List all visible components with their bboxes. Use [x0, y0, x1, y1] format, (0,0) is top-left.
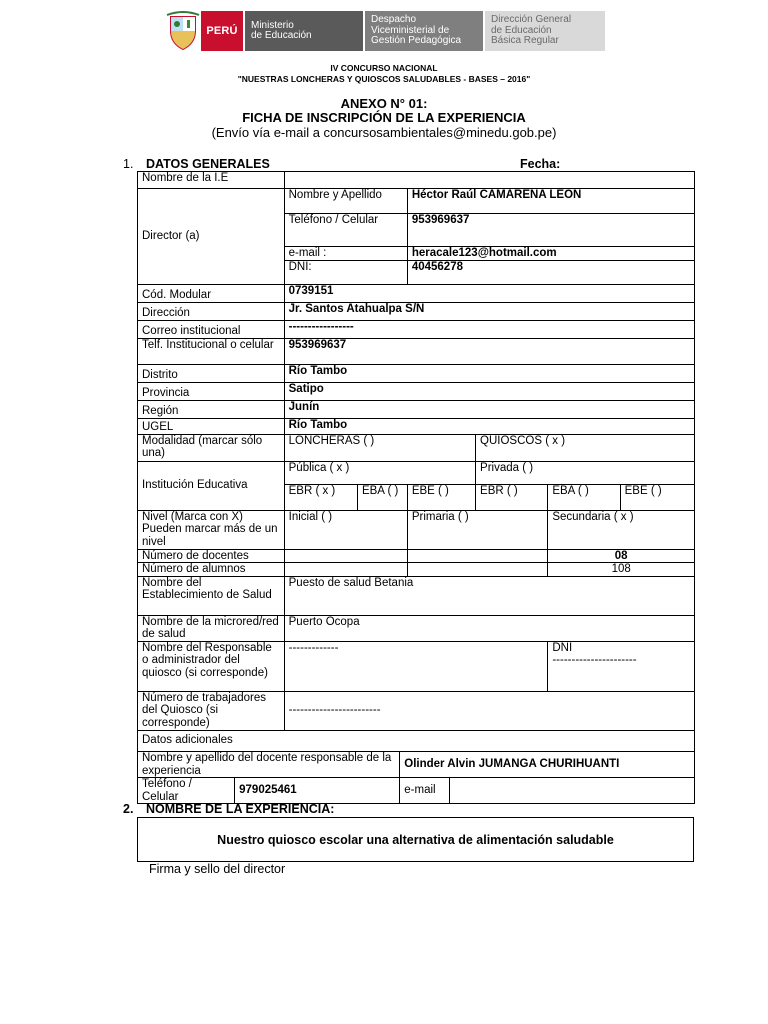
dni-label: DNI:: [284, 260, 407, 284]
telefono-label: Teléfono / Celular: [284, 214, 407, 247]
despacho-line-1: Despacho: [371, 14, 417, 26]
envio-note: (Envío vía e-mail a concursosambientales@minedu.gob.pe): [211, 125, 557, 140]
region-value[interactable]: Junín: [284, 400, 694, 418]
experiencia-name: Nuestro quiosco escolar una alternativa de alimentación saludable: [217, 832, 614, 847]
contest-name: "NUESTRAS LONCHERAS Y QUIOSCOS SALUDABLES - BASES – 2016": [237, 74, 531, 84]
table-row: [138, 778, 695, 804]
ficha-title: FICHA DE INSCRIPCIÓN DE LA EXPERIENCIA: [242, 110, 526, 125]
section-1-title: DATOS GENERALES: [146, 157, 270, 171]
quioscos-option[interactable]: QUIOSCOS ( x ): [476, 434, 695, 461]
table-row: [138, 691, 695, 730]
nombre-ie-value[interactable]: [284, 172, 694, 189]
responsable-dni-value: ----------------------: [552, 654, 637, 666]
table-row: [138, 284, 695, 302]
table-row: [138, 730, 695, 751]
direccion-label: Dirección: [138, 302, 285, 320]
table-row: [138, 752, 695, 778]
trabajadores-value[interactable]: ------------------------: [284, 691, 694, 730]
cod-modular-label: Cód. Modular: [138, 284, 285, 302]
ebe-publica-option[interactable]: EBE ( ): [407, 484, 475, 510]
ministerio-block: [243, 11, 363, 51]
nombre-apellido-label: Nombre y Apellido: [284, 189, 407, 214]
table-row: [138, 549, 695, 563]
despacho-line-2: Viceministerial de: [371, 24, 450, 36]
ministerio-line-1: Ministerio: [251, 19, 294, 31]
responsable-label: Nombre del Responsable o administrador del quiosco (si corresponde): [138, 641, 285, 691]
fecha-label: Fecha:: [520, 157, 561, 171]
inicial-option[interactable]: Inicial ( ): [284, 510, 407, 549]
publica-option[interactable]: Pública ( x ): [284, 461, 475, 484]
docentes-value[interactable]: 08: [548, 549, 695, 563]
direccion-line-3: Básica Regular: [491, 35, 559, 47]
telf-inst-value[interactable]: 953969637: [284, 338, 694, 364]
ebr-privada-option[interactable]: EBR ( ): [476, 484, 548, 510]
region-label: Región: [138, 400, 285, 418]
alumnos-inicial[interactable]: [284, 563, 407, 577]
responsable-value[interactable]: -------------: [284, 641, 548, 691]
director-label: Director (a): [138, 189, 285, 285]
peru-coat-of-arms-icon: [165, 11, 201, 51]
primaria-option[interactable]: Primaria ( ): [407, 510, 548, 549]
table-row: [138, 172, 695, 189]
doc-email-value[interactable]: [449, 778, 694, 804]
table-row: [138, 382, 695, 400]
table-row: [138, 418, 695, 434]
docente-resp-value[interactable]: Olinder Alvin JUMANGA CHURIHUANTI: [400, 752, 695, 778]
microred-value[interactable]: Puerto Ocopa: [284, 615, 694, 641]
despacho-line-3: Gestión Pedagógica: [371, 35, 462, 47]
table-row: [138, 434, 695, 461]
table-row: [138, 189, 695, 214]
distrito-label: Distrito: [138, 364, 285, 382]
ebr-publica-option[interactable]: EBR ( x ): [284, 484, 357, 510]
telf-inst-label: Telf. Institucional o celular: [138, 338, 285, 364]
firma-label: Firma y sello del director: [149, 862, 286, 876]
microred-label: Nombre de la microred/red de salud: [138, 615, 285, 641]
trabajadores-label: Número de trabajadores del Quiosco (si corresponde): [138, 691, 285, 730]
distrito-value[interactable]: Río Tambo: [284, 364, 694, 382]
table-row: [138, 510, 695, 549]
table-row: [138, 461, 695, 484]
datos-adicionales-label: Datos adicionales: [138, 730, 695, 751]
nombre-apellido-value[interactable]: Héctor Raúl CAMARENA LEÓN: [407, 189, 694, 214]
privada-option[interactable]: Privada ( ): [476, 461, 695, 484]
ugel-label: UGEL: [138, 418, 285, 434]
alumnos-label: Número de alumnos: [138, 563, 285, 577]
correo-value[interactable]: -----------------: [284, 320, 694, 338]
establecimiento-label: Nombre del Establecimiento de Salud: [138, 576, 285, 615]
table-row: [138, 563, 695, 577]
eba-privada-option[interactable]: EBA ( ): [548, 484, 620, 510]
docentes-primaria[interactable]: [407, 549, 548, 563]
loncheras-option[interactable]: LONCHERAS ( ): [284, 434, 475, 461]
alumnos-value[interactable]: 108: [548, 563, 695, 577]
datos-generales-table: [137, 171, 695, 752]
experiencia-name-box[interactable]: [137, 817, 694, 862]
institucion-label: Institución Educativa: [138, 461, 285, 510]
ministerio-line-2: de Educación: [251, 30, 312, 41]
header-banner: [165, 11, 605, 51]
table-row: [138, 338, 695, 364]
peru-logo: PERÚ: [201, 11, 243, 51]
modalidad-label: Modalidad (marcar sólo una): [138, 434, 285, 461]
table-row: [138, 400, 695, 418]
responsable-dni-cell[interactable]: [548, 641, 695, 691]
despacho-block: [363, 11, 483, 51]
docente-responsable-table: [137, 751, 695, 804]
email-label: e-mail :: [284, 247, 407, 261]
doc-telefono-label: Teléfono / Celular: [138, 778, 235, 804]
table-row: [138, 364, 695, 382]
provincia-label: Provincia: [138, 382, 285, 400]
table-row: [138, 641, 695, 691]
direccion-block: [483, 11, 605, 51]
provincia-value[interactable]: Satipo: [284, 382, 694, 400]
nombre-ie-label: Nombre de la I.E: [138, 172, 285, 189]
docente-resp-label: Nombre y apellido del docente responsable de la experiencia: [138, 752, 400, 778]
doc-email-label: e-mail: [400, 778, 450, 804]
docentes-inicial[interactable]: [284, 549, 407, 563]
table-row: [138, 320, 695, 338]
contest-title: IV CONCURSO NACIONAL: [330, 63, 438, 73]
direccion-line-2: de Educación: [491, 24, 552, 36]
ebe-privada-option[interactable]: EBE ( ): [620, 484, 694, 510]
email-value[interactable]: heracale123@hotmail.com: [407, 247, 694, 261]
direccion-value[interactable]: Jr. Santos Atahualpa S/N: [284, 302, 694, 320]
section-2-title: NOMBRE DE LA EXPERIENCIA:: [146, 802, 335, 816]
ugel-value[interactable]: Río Tambo: [284, 418, 694, 434]
alumnos-primaria[interactable]: [407, 563, 548, 577]
dni-value[interactable]: 40456278: [407, 260, 694, 284]
correo-label: Correo institucional: [138, 320, 285, 338]
nivel-label: Nivel (Marca con X) Pueden marcar más de un nivel: [138, 510, 285, 549]
responsable-dni-label: DNI: [552, 641, 573, 654]
direccion-line-1: Dirección General: [491, 14, 572, 26]
establecimiento-value[interactable]: Puesto de salud Betania: [284, 576, 694, 615]
section-2-number: 2.: [123, 802, 134, 816]
table-row: [138, 615, 695, 641]
secundaria-option[interactable]: Secundaria ( x ): [548, 510, 695, 549]
docentes-label: Número de docentes: [138, 549, 285, 563]
cod-modular-value[interactable]: 0739151: [284, 284, 694, 302]
table-row: [138, 576, 695, 615]
section-1-number: 1.: [123, 157, 134, 171]
anexo-title: ANEXO N° 01:: [340, 96, 428, 111]
telefono-value[interactable]: 953969637: [407, 214, 694, 247]
table-row: [138, 302, 695, 320]
eba-publica-option[interactable]: EBA ( ): [357, 484, 407, 510]
doc-telefono-value[interactable]: 979025461: [235, 778, 400, 804]
